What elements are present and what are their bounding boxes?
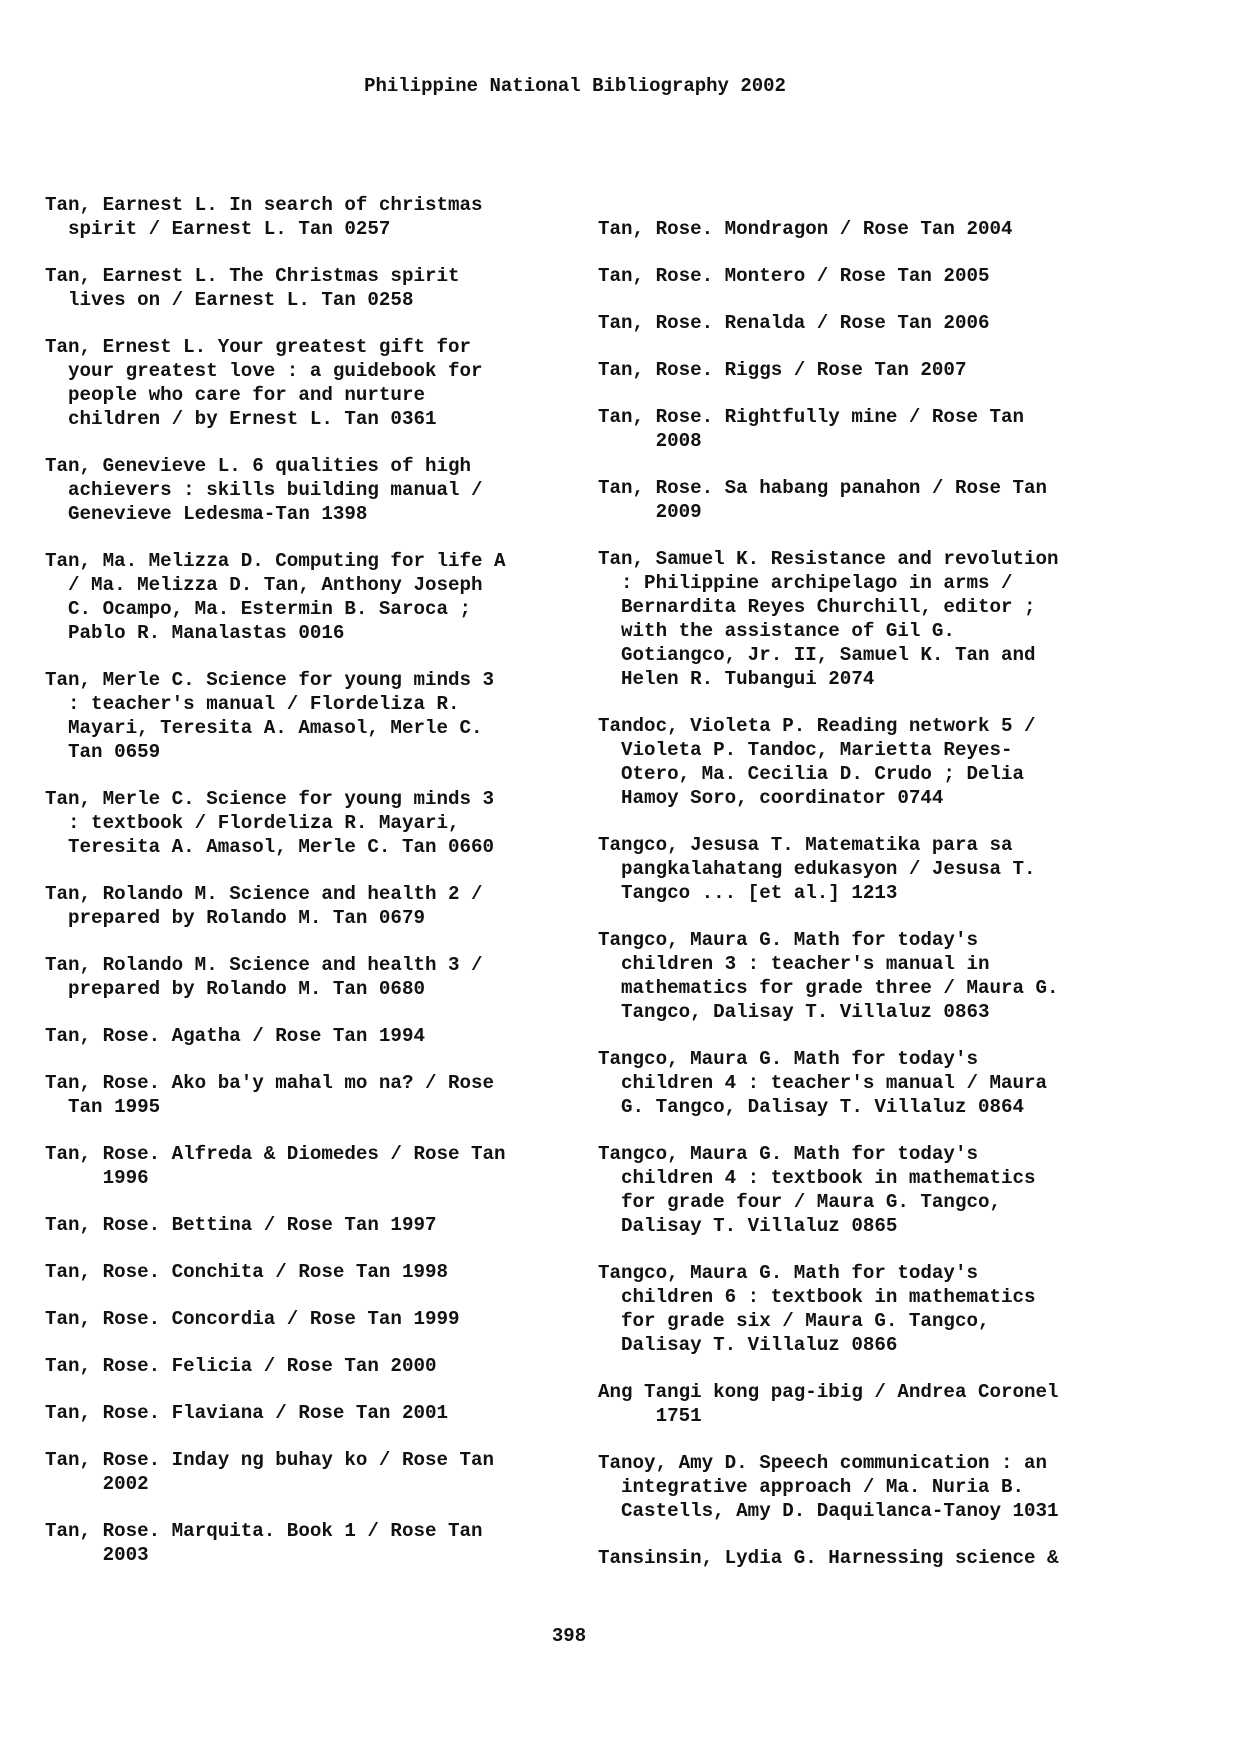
bibliography-entry	[45, 1071, 605, 1119]
entry-line: Mayari, Teresita A. Amasol, Merle C.	[45, 717, 483, 739]
entry-line: Tan, Rose. Renalda / Rose Tan 2006	[598, 312, 990, 334]
column-spacer	[598, 193, 1158, 217]
bibliography-entry	[598, 1546, 1158, 1570]
entry-line: children 6 : textbook in mathematics	[598, 1286, 1036, 1308]
bibliography-entry	[598, 1047, 1158, 1119]
bibliography-entry	[598, 1142, 1158, 1238]
entry-line: for grade six / Maura G. Tangco,	[598, 1310, 990, 1332]
bibliography-entry	[45, 953, 605, 1001]
bibliography-entry	[598, 217, 1158, 241]
entry-line: Tan, Rose. Bettina / Rose Tan 1997	[45, 1214, 437, 1236]
entry-line: Genevieve Ledesma-Tan 1398	[45, 503, 368, 525]
entry-line: pangkalahatang edukasyon / Jesusa T.	[598, 858, 1036, 880]
entry-line: Tan, Ma. Melizza D. Computing for life A	[45, 550, 506, 572]
entry-line: spirit / Earnest L. Tan 0257	[45, 218, 391, 240]
entry-line: Tandoc, Violeta P. Reading network 5 /	[598, 715, 1036, 737]
entry-line: Tangco, Maura G. Math for today's	[598, 929, 978, 951]
entry-line: C. Ocampo, Ma. Estermin B. Saroca ;	[45, 598, 472, 620]
entry-line: Otero, Ma. Cecilia D. Crudo ; Delia	[598, 763, 1025, 785]
entry-line: children 4 : teacher's manual / Maura	[598, 1072, 1048, 1094]
entry-line: Tan, Genevieve L. 6 qualities of high	[45, 455, 472, 477]
entry-line: : Philippine archipelago in arms /	[598, 572, 1013, 594]
entry-line: with the assistance of Gil G.	[598, 620, 955, 642]
bibliography-entry	[598, 264, 1158, 288]
entry-line: Tan, Rose. Montero / Rose Tan 2005	[598, 265, 990, 287]
bibliography-entry	[45, 193, 605, 241]
entry-line: Teresita A. Amasol, Merle C. Tan 0660	[45, 836, 495, 858]
bibliography-entry	[45, 454, 605, 526]
entry-line: Dalisay T. Villaluz 0865	[598, 1215, 898, 1237]
bibliography-entry	[45, 335, 605, 431]
bibliography-column-right	[598, 193, 1158, 1593]
entry-line: Hamoy Soro, coordinator 0744	[598, 787, 944, 809]
entry-line: / Ma. Melizza D. Tan, Anthony Joseph	[45, 574, 483, 596]
entry-line: Tan, Rose. Mondragon / Rose Tan 2004	[598, 218, 1013, 240]
bibliography-entry	[45, 1307, 605, 1331]
entry-line: Tan, Samuel K. Resistance and revolution	[598, 548, 1059, 570]
entry-line: Bernardita Reyes Churchill, editor ;	[598, 596, 1036, 618]
entry-line: children 3 : teacher's manual in	[598, 953, 990, 975]
bibliography-entry	[45, 787, 605, 859]
entry-line: 2003	[45, 1544, 149, 1566]
entry-line: integrative approach / Ma. Nuria B.	[598, 1476, 1025, 1498]
entry-line: Tan, Rose. Ako ba'y mahal mo na? / Rose	[45, 1072, 495, 1094]
entry-line: 2002	[45, 1473, 149, 1495]
entry-line: Tan, Ernest L. Your greatest gift for	[45, 336, 472, 358]
entry-line: achievers : skills building manual /	[45, 479, 483, 501]
page-title: Philippine National Bibliography 2002	[364, 75, 786, 97]
entry-line: G. Tangco, Dalisay T. Villaluz 0864	[598, 1096, 1025, 1118]
entry-line: Tan, Rose. Alfreda & Diomedes / Rose Tan	[45, 1143, 506, 1165]
entry-line: 2009	[598, 501, 702, 523]
bibliography-entry	[598, 476, 1158, 524]
bibliography-entry	[45, 1142, 605, 1190]
entry-line: 1996	[45, 1167, 149, 1189]
bibliography-entry	[598, 1451, 1158, 1523]
entry-line: Helen R. Tubangui 2074	[598, 668, 875, 690]
bibliography-entry	[598, 1380, 1158, 1428]
entry-line: Tangco, Maura G. Math for today's	[598, 1262, 978, 1284]
entry-line: : textbook / Flordeliza R. Mayari,	[45, 812, 460, 834]
bibliography-entry	[45, 668, 605, 764]
entry-line: people who care for and nurture	[45, 384, 425, 406]
bibliography-entry	[598, 405, 1158, 453]
entry-line: Tanoy, Amy D. Speech communication : an	[598, 1452, 1048, 1474]
entry-line: Tan, Rose. Inday ng buhay ko / Rose Tan	[45, 1449, 495, 1471]
entry-line: mathematics for grade three / Maura G.	[598, 977, 1059, 999]
bibliography-entry	[598, 358, 1158, 382]
bibliography-entry	[45, 1213, 605, 1237]
bibliography-entry	[45, 1448, 605, 1496]
entry-line: Tansinsin, Lydia G. Harnessing science &	[598, 1547, 1059, 1569]
bibliography-column-left	[45, 193, 605, 1590]
bibliography-entry	[45, 1260, 605, 1284]
entry-line: : teacher's manual / Flordeliza R.	[45, 693, 460, 715]
bibliography-entry	[45, 882, 605, 930]
entry-line: Tangco, Jesusa T. Matematika para sa	[598, 834, 1013, 856]
entry-line: 2008	[598, 430, 702, 452]
entry-line: for grade four / Maura G. Tangco,	[598, 1191, 1002, 1213]
entry-line: Tan 0659	[45, 741, 161, 763]
entry-line: Tangco, Maura G. Math for today's	[598, 1143, 978, 1165]
entry-line: children / by Ernest L. Tan 0361	[45, 408, 437, 430]
entry-line: Tan, Rose. Conchita / Rose Tan 1998	[45, 1261, 449, 1283]
bibliography-entry	[45, 1401, 605, 1425]
entry-line: children 4 : textbook in mathematics	[598, 1167, 1036, 1189]
entry-line: Tan, Earnest L. In search of christmas	[45, 194, 483, 216]
entry-line: Tan, Rolando M. Science and health 3 /	[45, 954, 483, 976]
entry-line: Dalisay T. Villaluz 0866	[598, 1334, 898, 1356]
entry-line: Tan, Rose. Concordia / Rose Tan 1999	[45, 1308, 460, 1330]
bibliography-entry	[45, 1519, 605, 1567]
bibliography-entry	[598, 547, 1158, 691]
entry-line: Tangco, Dalisay T. Villaluz 0863	[598, 1001, 990, 1023]
entry-line: Tan, Rose. Agatha / Rose Tan 1994	[45, 1025, 425, 1047]
entry-line: Gotiangco, Jr. II, Samuel K. Tan and	[598, 644, 1036, 666]
entry-line: Tan, Rose. Flaviana / Rose Tan 2001	[45, 1402, 449, 1424]
entry-line: prepared by Rolando M. Tan 0680	[45, 978, 425, 1000]
page-number: 398	[551, 1625, 587, 1647]
entry-line: Ang Tangi kong pag-ibig / Andrea Coronel	[598, 1381, 1059, 1403]
bibliography-entry	[45, 1024, 605, 1048]
entry-line: Tan, Rose. Felicia / Rose Tan 2000	[45, 1355, 437, 1377]
bibliography-entry	[598, 833, 1158, 905]
entry-line: Castells, Amy D. Daquilanca-Tanoy 1031	[598, 1500, 1059, 1522]
entry-line: Tan, Rolando M. Science and health 2 /	[45, 883, 483, 905]
bibliography-entry	[45, 264, 605, 312]
bibliography-entry	[598, 928, 1158, 1024]
entry-line: Tan 1995	[45, 1096, 161, 1118]
entry-line: Tan, Earnest L. The Christmas spirit	[45, 265, 460, 287]
entry-line: Tangco, Maura G. Math for today's	[598, 1048, 978, 1070]
bibliography-entry	[45, 549, 605, 645]
entry-line: 1751	[598, 1405, 702, 1427]
entry-line: Tan, Rose. Rightfully mine / Rose Tan	[598, 406, 1025, 428]
entry-line: Tan, Merle C. Science for young minds 3	[45, 669, 495, 691]
entry-line: prepared by Rolando M. Tan 0679	[45, 907, 425, 929]
entry-line: Tan, Rose. Sa habang panahon / Rose Tan	[598, 477, 1048, 499]
bibliography-entry	[45, 1354, 605, 1378]
bibliography-entry	[598, 714, 1158, 810]
entry-line: Violeta P. Tandoc, Marietta Reyes-	[598, 739, 1013, 761]
entry-line: Tangco ... [et al.] 1213	[598, 882, 898, 904]
entry-line: Tan, Rose. Marquita. Book 1 / Rose Tan	[45, 1520, 483, 1542]
entry-line: Tan, Rose. Riggs / Rose Tan 2007	[598, 359, 967, 381]
entry-line: your greatest love : a guidebook for	[45, 360, 483, 382]
bibliography-entry	[598, 1261, 1158, 1357]
entry-line: Pablo R. Manalastas 0016	[45, 622, 345, 644]
entry-line: Tan, Merle C. Science for young minds 3	[45, 788, 495, 810]
bibliography-entry	[598, 311, 1158, 335]
entry-line: lives on / Earnest L. Tan 0258	[45, 289, 414, 311]
